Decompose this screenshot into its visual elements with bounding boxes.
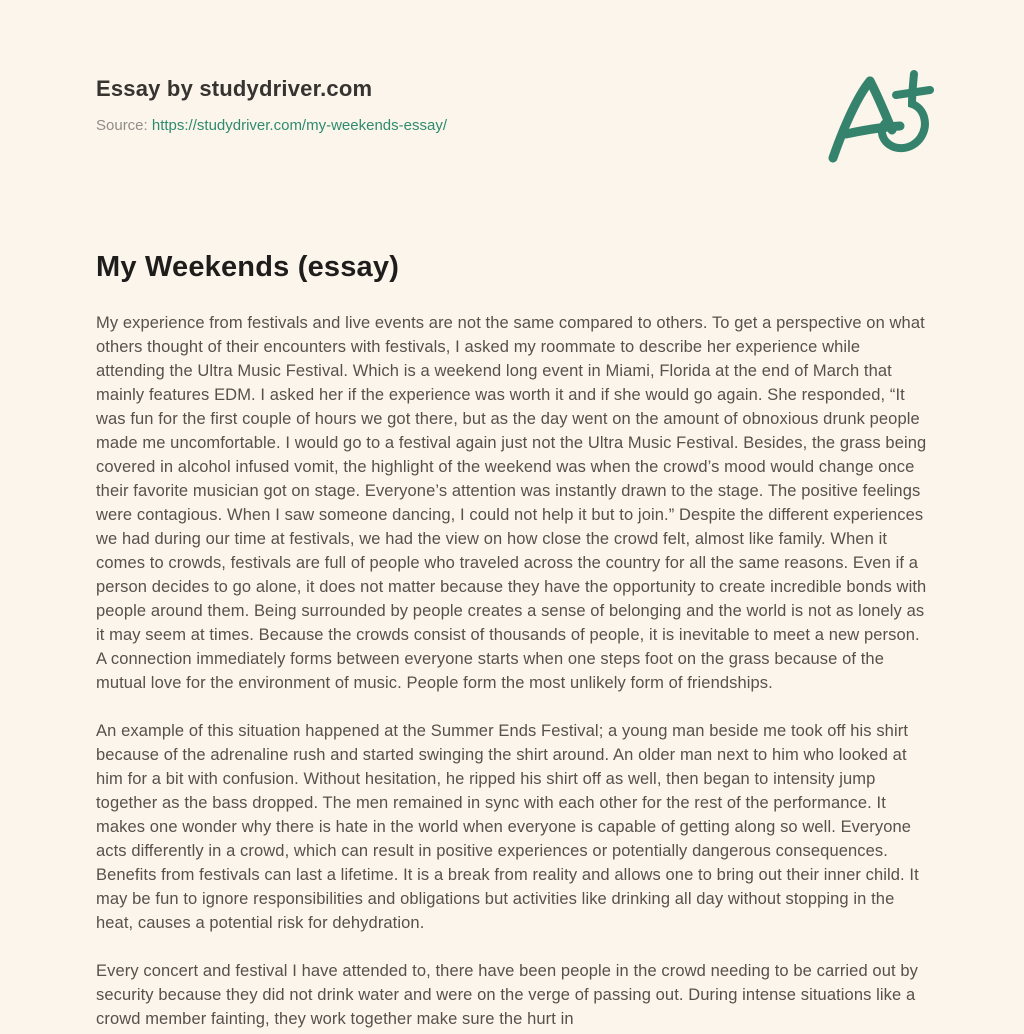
source-line (96, 117, 930, 134)
essay-body (96, 311, 930, 1031)
source-link[interactable]: https://studydriver.com/my-weekends-essay/ (151, 117, 447, 134)
a-plus-logo-icon (826, 68, 936, 164)
byline: Essay by studydriver.com (96, 76, 373, 101)
source-label: Source: (96, 117, 148, 134)
essay-paragraph-1: My experience from festivals and live events are not the same compared to others. To get a perspective on what others thought of their encounters with festivals, I asked my roommate to describe her experience while attending the Ultra Music Festival. Which is a weekend long event in Miami, Florida at the end of March that mainly features EDM. I asked her if the experience was worth it and if she would go again. She responded, “It was fun for the first couple of hours we got there, but as the day went on the amount of obnoxious drunk people made me uncomfortable. I would go to a festival again just not the Ultra Music Festival. Besides, the grass being covered in alcohol infused vomit, the highlight of the weekend was when the crowd’s mood would change once their favorite musician got on stage. Everyone’s attention was instantly drawn to the stage. The positive feelings were contagious. When I saw someone dancing, I could not help it but to join.” Despite the different experiences we had during our time at festivals, we had the view on how close the crowd felt, almost like family. When it comes to crowds, festivals are full of people who traveled across the country for all the same reasons. Even if a person decides to go alone, it does not matter because they have the opportunity to create incredible bonds with people around them. Being surrounded by people creates a sense of belonging and the world is not as lonely as it may seem at times. Because the crowds consist of thousands of people, it is inevitable to meet a new person. A connection immediately forms between everyone starts when one steps foot on the grass because of the mutual love for the environment of music. People form the most unlikely form of friendships. (96, 314, 927, 692)
page-title: My Weekends (essay) (96, 251, 400, 283)
essay-paragraph-3: Every concert and festival I have attended to, there have been people in the crowd needing to be carried out by security because they did not drink water and were on the verge of passing out. During intense situations like a crowd member fainting, they work together make sure the hurt in (96, 962, 918, 1028)
essay-paragraph-2: An example of this situation happened at the Summer Ends Festival; a young man beside me took off his shirt because of the adrenaline rush and started swinging the shirt around. An older man next to him who looked at him for a bit with confusion. Without hesitation, he ripped his shirt off as well, then began to intensity jump together as the bass dropped. The men remained in sync with each other for the rest of the performance. It makes one wonder why there is hate in the world when everyone is capable of getting along so well. Everyone acts differently in a crowd, which can result in positive experiences or potentially dangerous consequences. Benefits from festivals can last a lifetime. It is a break from reality and allows one to bring out their inner child. It may be fun to ignore responsibilities and obligations but activities like drinking all day without stopping in the heat, causes a potential risk for dehydration. (96, 722, 919, 932)
